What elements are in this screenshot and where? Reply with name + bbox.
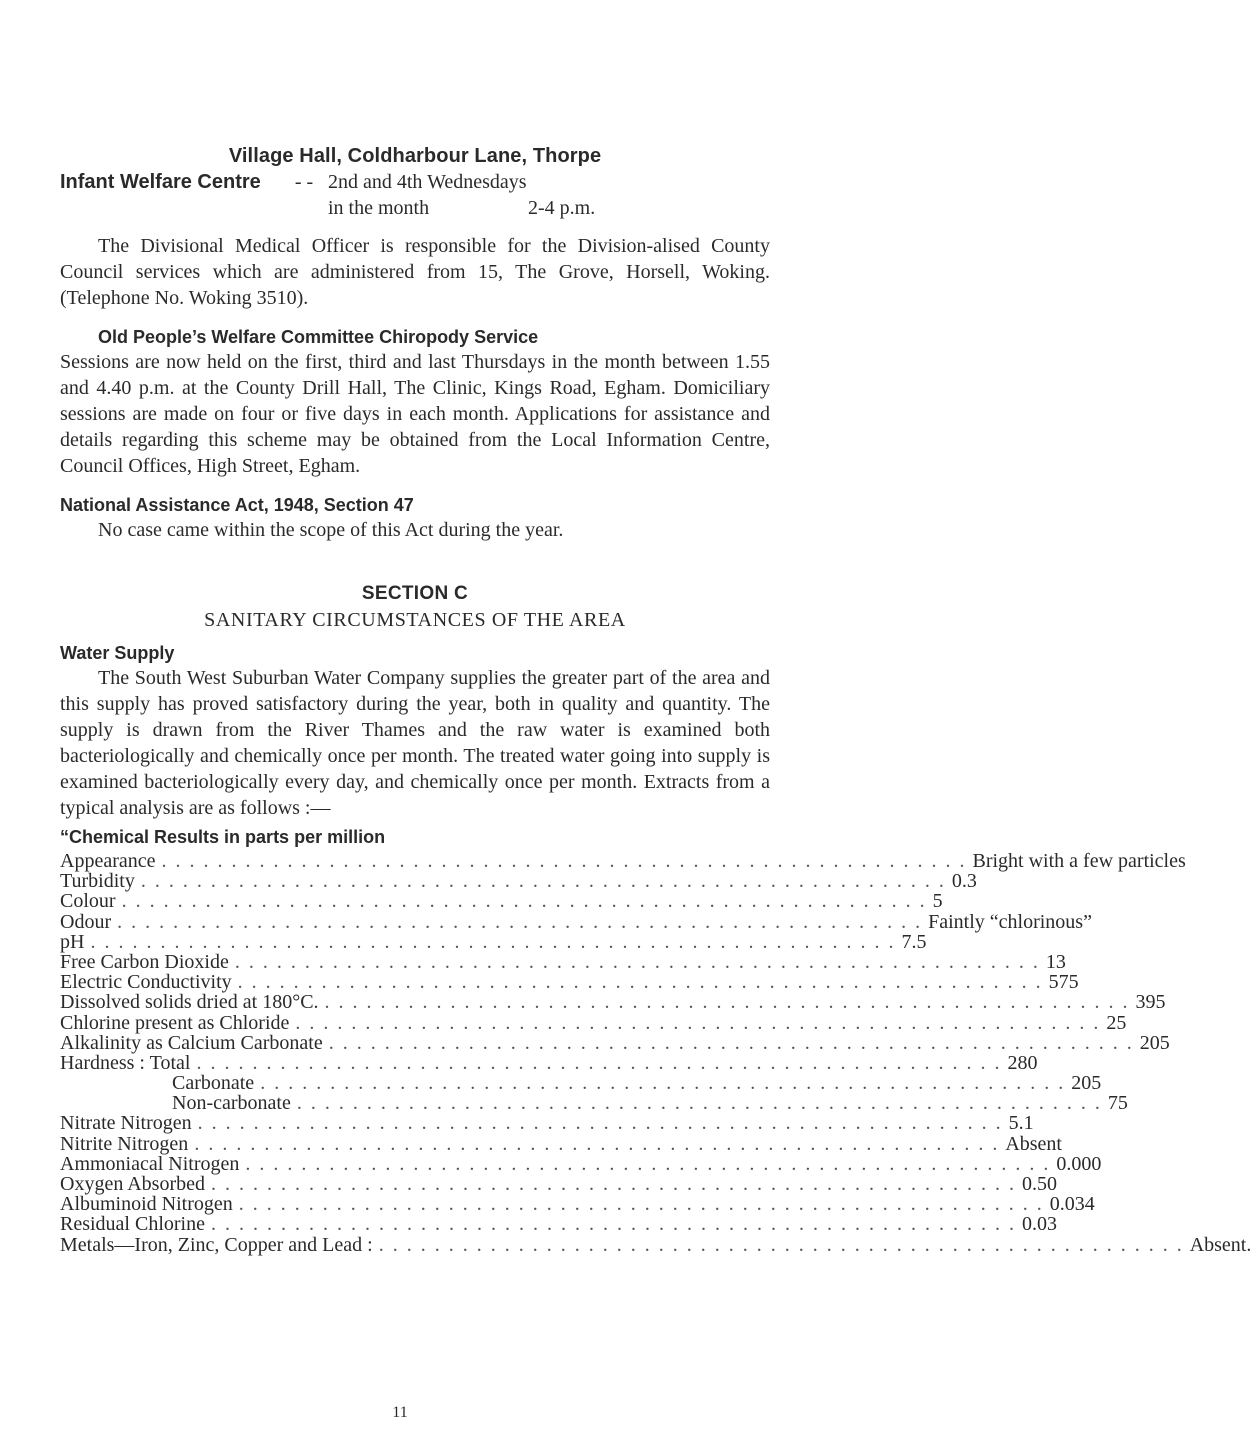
session-when: in the month <box>328 197 430 219</box>
result-row <box>60 1011 1127 1034</box>
result-value: Bright with a few particles <box>972 850 1186 872</box>
result-value: 280 <box>1007 1051 1038 1074</box>
leader-dots: . . . . . . . . . . . . . . . . . . . . . . . . . . . . . . . . . . . . . . . . . . . . . . . . . . . . . . . . . . <box>117 910 923 933</box>
leader-dots: . . . . . . . . . . . . . . . . . . . . . . . . . . . . . . . . . . . . . . . . . . . . . . . . . . . . . . . . . . <box>90 930 896 953</box>
result-label: Free Carbon Dioxide <box>60 950 229 973</box>
result-label: Ammoniacal Nitrogen <box>60 1152 240 1175</box>
result-row <box>60 1213 1057 1236</box>
document-page <box>60 143 1251 1256</box>
result-label: Odour <box>60 910 112 933</box>
result-value: Absent. <box>1189 1233 1251 1256</box>
leader-dots: . . . . . . . . . . . . . . . . . . . . . . . . . . . . . . . . . . . . . . . . . . . . . . . . . . . . . . . . . . <box>245 1152 1051 1175</box>
leader-dots: . . . . . . . . . . . . . . . . . . . . . . . . . . . . . . . . . . . . . . . . . . . . . . . . . . . . . . . . . . <box>238 1193 1044 1216</box>
result-value: 205 <box>1139 1031 1170 1054</box>
leader-dots: . . . . . . . . . . . . . . . . . . . . . . . . . . . . . . . . . . . . . . . . . . . . . . . . . . . . . . . . . . <box>197 1112 1003 1135</box>
result-row <box>60 1152 1102 1175</box>
result-label: Alkalinity as Calcium Carbonate <box>60 1031 323 1054</box>
result-value: 395 <box>1135 991 1166 1014</box>
leader-dots: . . . . . . . . . . . . . . . . . . . . . . . . . . . . . . . . . . . . . . . . . . . . . . . . . . . . . . . . . . <box>210 1173 1016 1195</box>
result-label: Dissolved solids dried at 180°C. <box>60 991 319 1014</box>
result-row <box>60 971 1079 994</box>
leader-dots: . . . . . . . . . . . . . . . . . . . . . . . . . . . . . . . . . . . . . . . . . . . . . . . . . . . . . . . . . . <box>196 1051 1002 1074</box>
page-number: 11 <box>392 1404 408 1421</box>
results-heading: “Chemical Results in parts per million <box>60 827 386 847</box>
result-label: Nitrate Nitrogen <box>60 1112 192 1135</box>
leader-dots: . . . . . . . . . . . . . . . . . . . . . . . . . . . . . . . . . . . . . . . . . . . . . . . . . . . . . . . . . . <box>161 850 967 872</box>
leader-dots: . . . . . . . . . . . . . . . . . . . . . . . . . . . . . . . . . . . . . . . . . . . . . . . . . . . . . . . . . . <box>140 870 946 893</box>
leader-dots: . . . . . . . . . . . . . . . . . . . . . . . . . . . . . . . . . . . . . . . . . . . . . . . . . . . . . . . . . . <box>210 1213 1016 1236</box>
result-row <box>60 1051 1038 1074</box>
chemical-results-table <box>60 850 1251 1256</box>
result-row <box>60 991 1166 1014</box>
venue-row-2 <box>60 195 770 221</box>
result-value: 5.1 <box>1008 1112 1034 1135</box>
result-value: 205 <box>1071 1072 1102 1095</box>
result-value: 575 <box>1048 971 1079 994</box>
chiropody-paragraph: Sessions are now held on the first, third and last Thursdays in the month between 1.55 and 4.40 p.m. at the County Drill Hall, The Clinic, Kings Road, Egham. Domiciliary sessions are made on four or five days in each month. Applications for assistance and details regarding this scheme may be obtained from the Local Information Centre, Council Offices, High Street, Egham. <box>60 351 770 477</box>
result-row <box>60 850 1186 872</box>
leader-dots: . . . . . . . . . . . . . . . . . . . . . . . . . . . . . . . . . . . . . . . . . . . . . . . . . . . . . . . . . . <box>296 1092 1102 1115</box>
result-row <box>60 870 977 893</box>
leader-dots: . . . . . . . . . . . . . . . . . . . . . . . . . . . . . . . . . . . . . . . . . . . . . . . . . . . . . . . . . . <box>378 1233 1184 1256</box>
result-value: 75 <box>1107 1092 1128 1115</box>
result-row <box>60 1173 1057 1195</box>
result-label: Chlorine present as Chloride <box>60 1011 290 1034</box>
result-row <box>60 1112 1034 1135</box>
result-label: Carbonate <box>172 1072 255 1095</box>
result-label: Turbidity <box>60 870 135 893</box>
section-title: SECTION C <box>361 583 469 604</box>
result-row <box>60 1092 1128 1115</box>
result-value: Faintly “chlorinous” <box>928 910 1092 933</box>
result-label: Albuminoid Nitrogen <box>60 1193 233 1216</box>
dash-separator: - - <box>294 171 314 193</box>
divisional-paragraph: The Divisional Medical Officer is responsible for the Division-alised County Council services which are administered from 15, The Grove, Horsell, Woking. (Telephone No. Woking 3510). <box>60 235 770 309</box>
result-row <box>60 910 1092 933</box>
result-row <box>60 1072 1102 1095</box>
leader-dots: . . . . . . . . . . . . . . . . . . . . . . . . . . . . . . . . . . . . . . . . . . . . . . . . . . . . . . . . . . <box>237 971 1043 994</box>
leader-dots: . . . . . . . . . . . . . . . . . . . . . . . . . . . . . . . . . . . . . . . . . . . . . . . . . . . . . . . . . . <box>295 1011 1101 1034</box>
result-label: Hardness : Total <box>60 1051 191 1074</box>
result-row <box>60 1193 1095 1216</box>
result-row <box>60 890 943 913</box>
chiropody-heading: Old People’s Welfare Committee Chiropody Service <box>98 327 539 347</box>
result-label: Residual Chlorine <box>60 1213 205 1236</box>
session-hours: 2-4 p.m. <box>528 197 596 219</box>
session-days: 2nd and 4th Wednesdays <box>328 171 527 193</box>
result-row <box>60 1031 1170 1054</box>
result-label: Nitrite Nitrogen <box>60 1132 189 1155</box>
result-label: Electric Conductivity <box>60 971 232 994</box>
leader-dots: . . . . . . . . . . . . . . . . . . . . . . . . . . . . . . . . . . . . . . . . . . . . . . . . . . . . . . . . . . <box>324 991 1130 1014</box>
result-value: 0.03 <box>1021 1213 1057 1236</box>
venue-row <box>60 169 770 195</box>
result-row <box>60 930 927 953</box>
result-label: Appearance <box>60 850 156 872</box>
result-value: 0.000 <box>1056 1152 1102 1175</box>
water-supply-paragraph: The South West Suburban Water Company supplies the greater part of the area and this supply has proved satisfactory during the year, both in quality and quantity. The supply is drawn from the River Thames and the raw water is examined both bacteriologically and chemically once per month. The treated water going into supply is examined bacteriologically every day, and chemically once per month. Extracts from a typical analysis are as follows :— <box>60 667 770 819</box>
centre-name: Infant Welfare Centre <box>60 171 261 193</box>
water-supply-heading: Water Supply <box>60 643 175 663</box>
result-label: Non-carbonate <box>172 1092 291 1115</box>
result-row <box>60 1132 1062 1155</box>
result-value: 25 <box>1106 1011 1127 1034</box>
result-value: 13 <box>1045 950 1066 973</box>
result-value: 0.034 <box>1049 1193 1095 1216</box>
leader-dots: . . . . . . . . . . . . . . . . . . . . . . . . . . . . . . . . . . . . . . . . . . . . . . . . . . . . . . . . . . <box>328 1031 1134 1054</box>
result-label: Oxygen Absorbed <box>60 1173 205 1195</box>
result-value: 5 <box>932 890 943 913</box>
result-value: 0.3 <box>951 870 977 893</box>
result-row <box>60 1233 1251 1256</box>
result-value: 0.50 <box>1021 1173 1057 1195</box>
section-subtitle: SANITARY CIRCUMSTANCES OF THE AREA <box>204 609 626 631</box>
result-row <box>60 950 1066 973</box>
result-label: Metals—Iron, Zinc, Copper and Lead : <box>60 1233 373 1256</box>
assistance-paragraph: No case came within the scope of this Act during the year. <box>98 519 564 541</box>
leader-dots: . . . . . . . . . . . . . . . . . . . . . . . . . . . . . . . . . . . . . . . . . . . . . . . . . . . . . . . . . . <box>260 1072 1066 1095</box>
venue-title: Village Hall, Coldharbour Lane, Thorpe <box>228 145 602 167</box>
leader-dots: . . . . . . . . . . . . . . . . . . . . . . . . . . . . . . . . . . . . . . . . . . . . . . . . . . . . . . . . . . <box>194 1132 1000 1155</box>
result-label: Colour <box>60 890 116 913</box>
result-value: Absent <box>1005 1132 1062 1155</box>
result-label: pH <box>60 930 85 953</box>
leader-dots: . . . . . . . . . . . . . . . . . . . . . . . . . . . . . . . . . . . . . . . . . . . . . . . . . . . . . . . . . . <box>234 950 1040 973</box>
assistance-heading: National Assistance Act, 1948, Section 47 <box>60 495 414 515</box>
result-value: 7.5 <box>901 930 927 953</box>
leader-dots: . . . . . . . . . . . . . . . . . . . . . . . . . . . . . . . . . . . . . . . . . . . . . . . . . . . . . . . . . . <box>121 890 927 913</box>
